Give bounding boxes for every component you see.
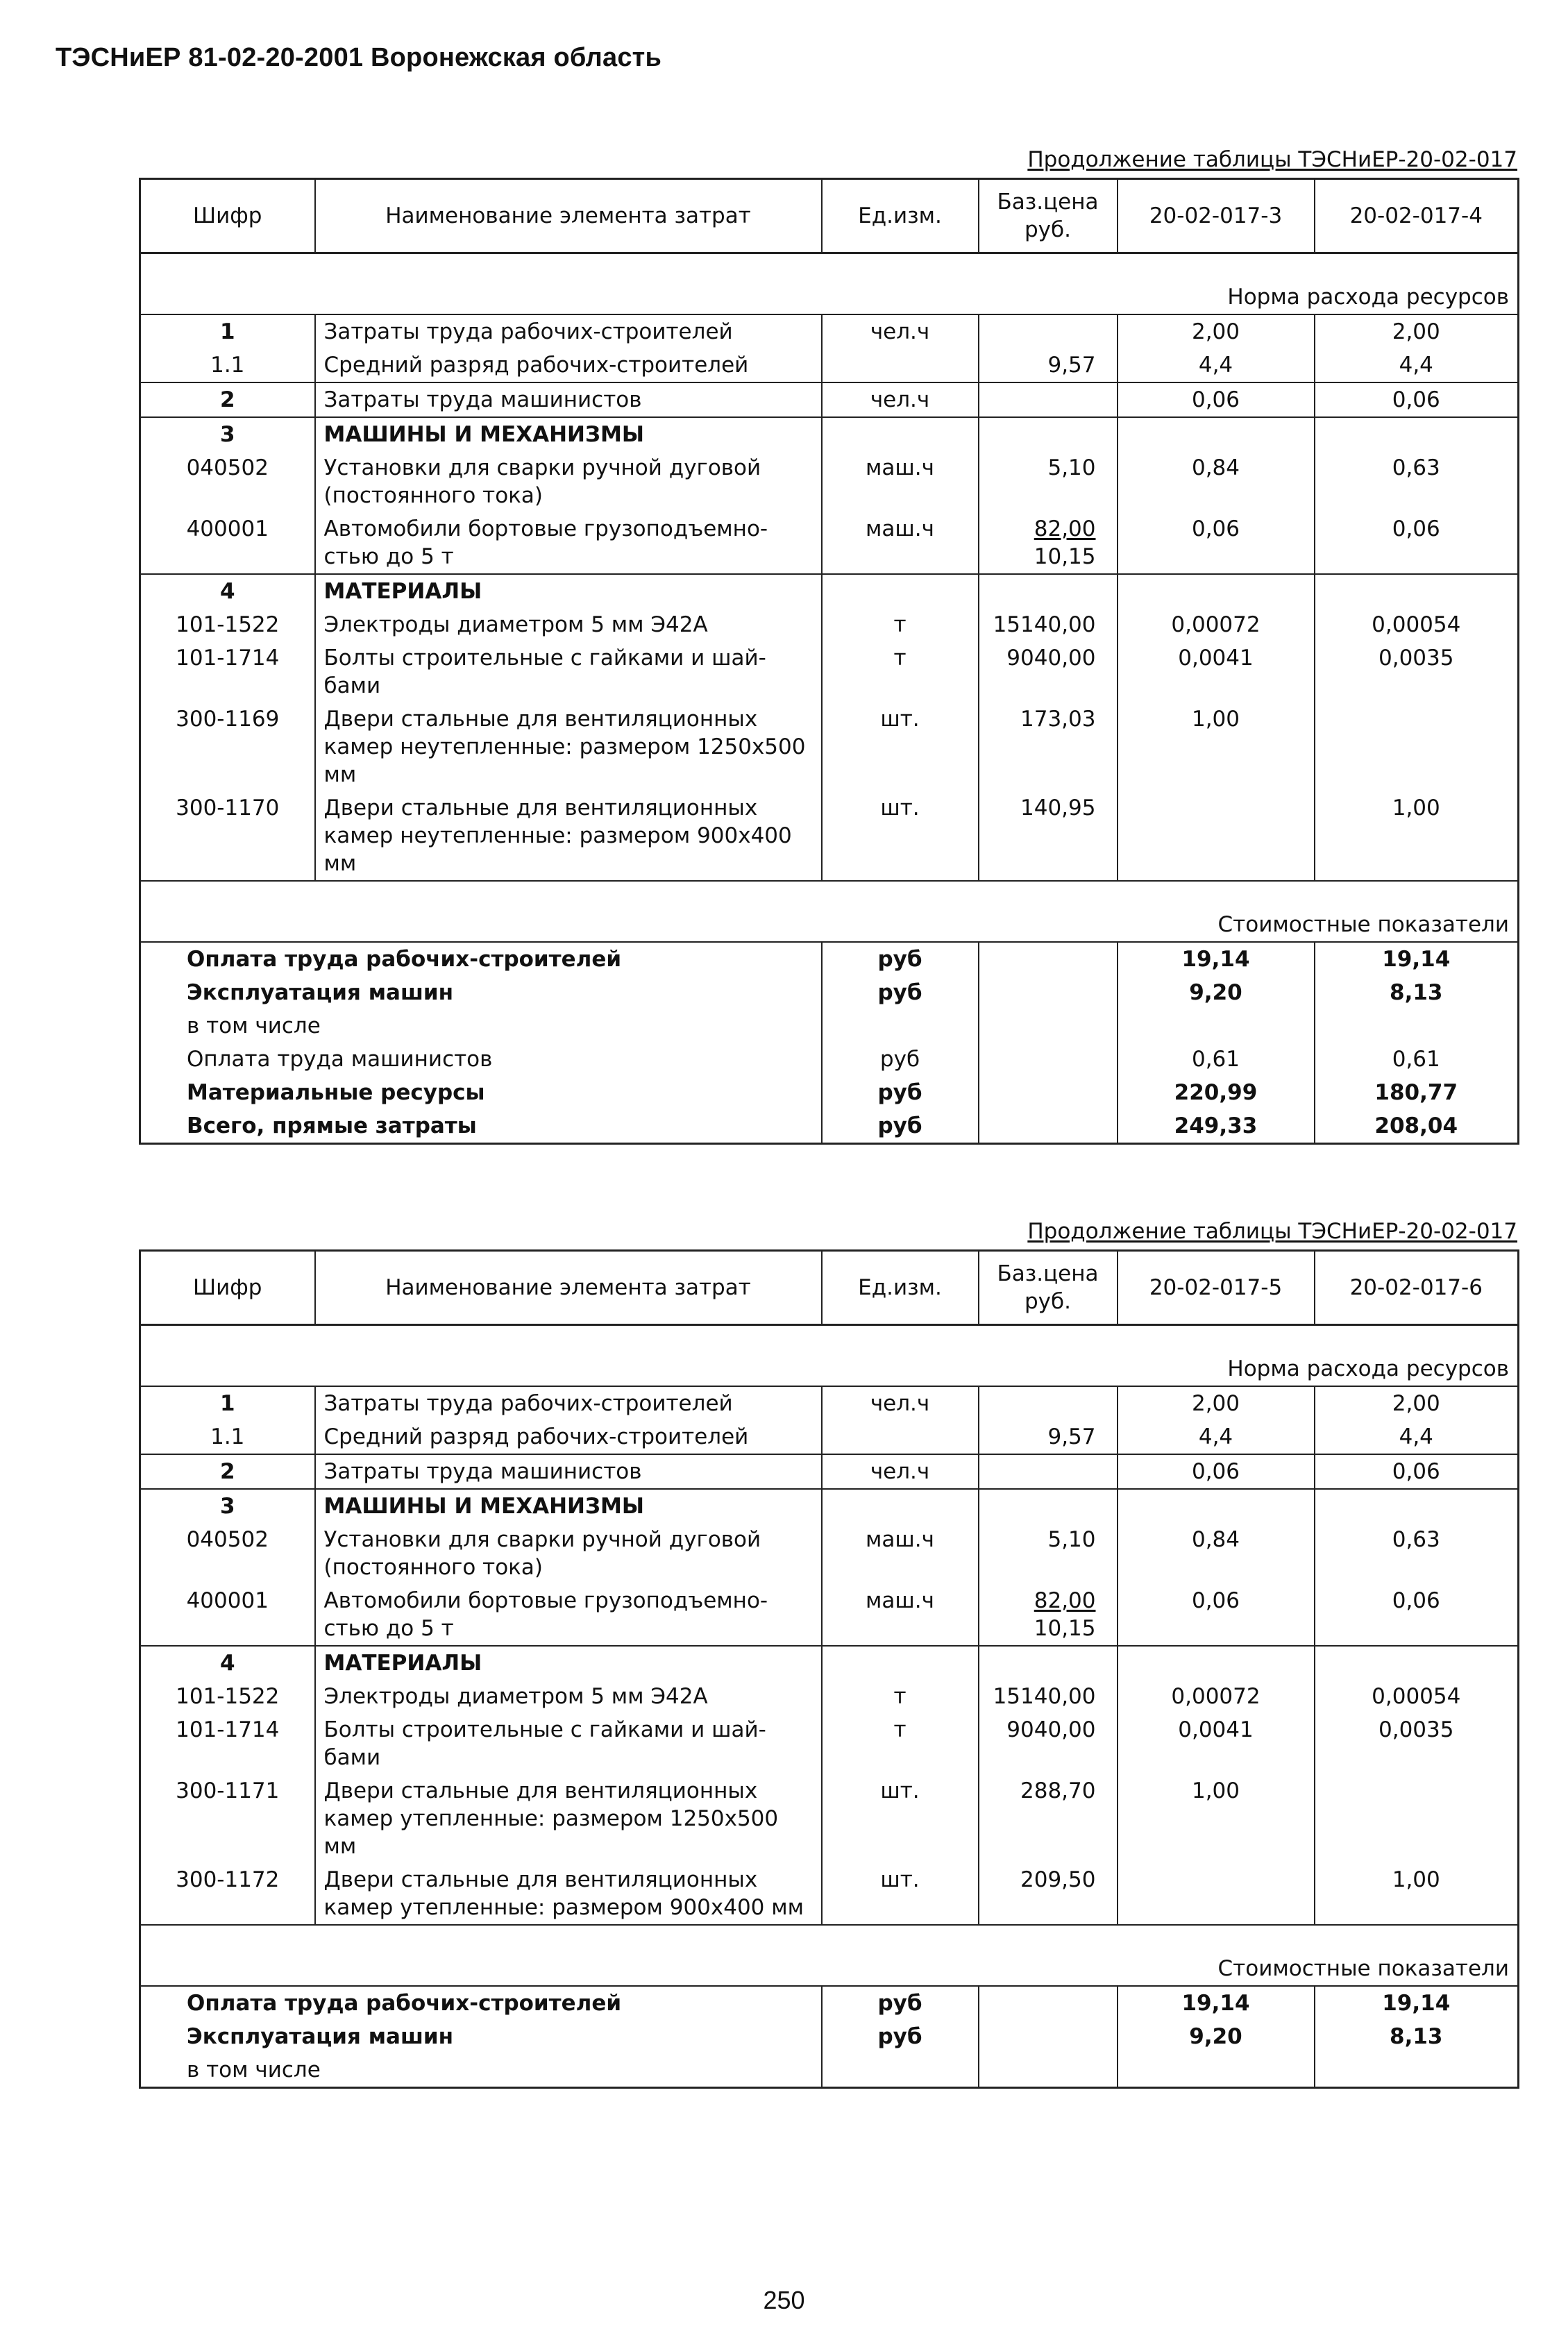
cell-variant-1: 0,06 [1118, 1454, 1315, 1489]
cell-unit: чел.ч [822, 1386, 979, 1420]
table-row [140, 641, 1519, 702]
cell-variant-2: 4,4 [1315, 348, 1519, 382]
cell-code: 1.1 [140, 1420, 315, 1454]
cell-code: 3 [140, 417, 315, 451]
col-header-variant-1: 20-02-017-5 [1118, 1251, 1315, 1325]
cell-variant-1: 0,06 [1118, 1584, 1315, 1646]
price-base: 82,00 [1034, 516, 1096, 541]
cost-label: в том числе [140, 1009, 822, 1043]
cell-code: 3 [140, 1489, 315, 1523]
cell-variant-2 [1315, 1489, 1519, 1523]
price-value: 9,57 [1047, 353, 1096, 378]
table-row [140, 382, 1519, 417]
cost-variant-2: 0,61 [1315, 1043, 1519, 1076]
price-base: 82,00 [1034, 1588, 1096, 1613]
cell-name: Болты строительные с гайками и шай-бами [315, 1713, 822, 1774]
col-header-variant-2: 20-02-017-6 [1315, 1251, 1519, 1325]
cell-base-price [979, 314, 1118, 348]
cell-code: 300-1172 [140, 1863, 315, 1925]
spacer [140, 253, 1519, 281]
cost-unit: руб [822, 1109, 979, 1144]
cell-variant-2 [1315, 1774, 1519, 1863]
cell-variant-1: 0,84 [1118, 1523, 1315, 1584]
col-header-unit: Ед.изм. [822, 179, 979, 253]
resource-table-1 [139, 144, 1517, 1145]
cell-variant-1: 0,00072 [1118, 608, 1315, 641]
cell-code: 400001 [140, 512, 315, 574]
cell-unit [822, 1646, 979, 1680]
cell-name: Двери стальные для вентиляционных камер утепленные: размером 900х400 мм [315, 1863, 822, 1925]
cost-price-empty [979, 942, 1118, 976]
cell-variant-2 [1315, 702, 1519, 791]
cost-price-empty [979, 2053, 1118, 2088]
cell-base-price [979, 1420, 1118, 1454]
cell-name: Затраты труда машинистов [315, 1454, 822, 1489]
cell-name: Затраты труда рабочих-строителей [315, 314, 822, 348]
cell-base-price [979, 574, 1118, 608]
cost-label: Оплата труда рабочих-строителей [140, 942, 822, 976]
col-header-unit: Ед.изм. [822, 1251, 979, 1325]
cost-variant-2: 8,13 [1315, 2020, 1519, 2053]
cell-name: МАТЕРИАЛЫ [315, 574, 822, 608]
cost-unit [822, 2053, 979, 2088]
cost-variant-1: 249,33 [1118, 1109, 1315, 1144]
cost-label: Всего, прямые затраты [140, 1109, 822, 1144]
cell-code: 300-1171 [140, 1774, 315, 1863]
table-row [140, 348, 1519, 382]
cell-variant-1 [1118, 1863, 1315, 1925]
cell-variant-2 [1315, 1646, 1519, 1680]
cell-code: 300-1169 [140, 702, 315, 791]
cost-section-header [140, 1952, 1519, 1986]
cell-base-price [979, 451, 1118, 512]
cell-variant-1: 1,00 [1118, 1774, 1315, 1863]
cost-variant-2: 8,13 [1315, 976, 1519, 1009]
table-row [140, 1584, 1519, 1646]
cell-code: 1.1 [140, 348, 315, 382]
cell-variant-1 [1118, 791, 1315, 881]
cell-base-price [979, 1646, 1118, 1680]
cell-code: 2 [140, 382, 315, 417]
cell-name: Болты строительные с гайками и шай-бами [315, 641, 822, 702]
cell-variant-1 [1118, 1646, 1315, 1680]
cell-unit: маш.ч [822, 1584, 979, 1646]
table-row [140, 1420, 1519, 1454]
col-header-name: Наименование элемента затрат [315, 179, 822, 253]
table-row [140, 1774, 1519, 1863]
cell-base-price [979, 702, 1118, 791]
cost-price-empty [979, 976, 1118, 1009]
cost-unit: руб [822, 1986, 979, 2020]
estimate-table [139, 1249, 1519, 2089]
col-header-variant-1: 20-02-017-3 [1118, 179, 1315, 253]
table-row [140, 1523, 1519, 1584]
cell-variant-2: 1,00 [1315, 791, 1519, 881]
cost-variant-2 [1315, 2053, 1519, 2088]
price-value: 15140,00 [993, 612, 1096, 637]
cell-name: МАТЕРИАЛЫ [315, 1646, 822, 1680]
cell-variant-2: 0,06 [1315, 382, 1519, 417]
col-header-name: Наименование элемента затрат [315, 1251, 822, 1325]
cost-variant-1: 19,14 [1118, 1986, 1315, 2020]
table-row [140, 512, 1519, 574]
cost-variant-1: 0,61 [1118, 1043, 1315, 1076]
cell-variant-2: 2,00 [1315, 314, 1519, 348]
cost-label: Эксплуатация машин [140, 2020, 822, 2053]
cost-unit: руб [822, 1076, 979, 1109]
cell-variant-1: 2,00 [1118, 1386, 1315, 1420]
cell-code: 400001 [140, 1584, 315, 1646]
cost-row [140, 1986, 1519, 2020]
cell-variant-2: 0,63 [1315, 451, 1519, 512]
cost-row [140, 1009, 1519, 1043]
estimate-table [139, 178, 1519, 1145]
continuation-note: Продолжение таблицы ТЭСНиЕР-20-02-017 [1027, 1219, 1517, 1244]
cell-variant-2: 1,00 [1315, 1863, 1519, 1925]
cost-label: Оплата труда рабочих-строителей [140, 1986, 822, 2020]
continuation-note: Продолжение таблицы ТЭСНиЕР-20-02-017 [1027, 147, 1517, 172]
cost-variant-1: 9,20 [1118, 976, 1315, 1009]
cost-row [140, 2020, 1519, 2053]
cell-name: Установки для сварки ручной дуговой (постоянного тока) [315, 1523, 822, 1584]
cell-base-price [979, 608, 1118, 641]
cell-unit: чел.ч [822, 1454, 979, 1489]
cell-base-price [979, 382, 1118, 417]
cell-name: МАШИНЫ И МЕХАНИЗМЫ [315, 417, 822, 451]
cell-base-price [979, 1454, 1118, 1489]
cell-name: МАШИНЫ И МЕХАНИЗМЫ [315, 1489, 822, 1523]
price-value: 15140,00 [993, 1684, 1096, 1709]
cell-unit: маш.ч [822, 1523, 979, 1584]
cost-row [140, 942, 1519, 976]
cell-name: Установки для сварки ручной дуговой (постоянного тока) [315, 451, 822, 512]
cell-variant-2: 4,4 [1315, 1420, 1519, 1454]
cell-variant-1 [1118, 417, 1315, 451]
cell-variant-2: 0,63 [1315, 1523, 1519, 1584]
price-value: 5,10 [1047, 1527, 1096, 1552]
cell-code: 101-1522 [140, 608, 315, 641]
cell-variant-1: 4,4 [1118, 1420, 1315, 1454]
cell-code: 101-1522 [140, 1680, 315, 1713]
cell-name: Двери стальные для вентиляционных камер неутепленные: размером 1250х500 мм [315, 702, 822, 791]
table-row [140, 1680, 1519, 1713]
cost-variant-2: 19,14 [1315, 942, 1519, 976]
cost-header-label: Стоимостные показатели [140, 1952, 1519, 1986]
cell-base-price [979, 641, 1118, 702]
price-value: 173,03 [1020, 707, 1096, 732]
cell-code: 4 [140, 574, 315, 608]
price-value: 5,10 [1047, 455, 1096, 480]
cell-base-price [979, 1680, 1118, 1713]
cell-variant-2 [1315, 417, 1519, 451]
col-header-price: Баз.цена руб. [979, 179, 1118, 253]
page-header-title: ТЭСНиЕР 81-02-20-2001 Воронежская область [56, 43, 662, 72]
table-row [140, 1646, 1519, 1680]
price-value: 140,95 [1020, 795, 1096, 820]
col-header-code: Шифр [140, 1251, 315, 1325]
cost-variant-1: 220,99 [1118, 1076, 1315, 1109]
cell-unit [822, 574, 979, 608]
norm-section-header [140, 1352, 1519, 1386]
cost-variant-2: 208,04 [1315, 1109, 1519, 1144]
cell-name: Затраты труда рабочих-строителей [315, 1386, 822, 1420]
cell-name: Электроды диаметром 5 мм Э42А [315, 608, 822, 641]
cell-variant-1: 0,84 [1118, 451, 1315, 512]
cell-name: Автомобили бортовые грузоподъемно-стью до 5 т [315, 512, 822, 574]
cell-variant-1: 2,00 [1118, 314, 1315, 348]
cell-base-price [979, 1774, 1118, 1863]
cell-unit: шт. [822, 791, 979, 881]
cell-variant-1: 0,00072 [1118, 1680, 1315, 1713]
cell-base-price [979, 1523, 1118, 1584]
cell-unit: т [822, 1680, 979, 1713]
cost-variant-2: 180,77 [1315, 1076, 1519, 1109]
cost-variant-1 [1118, 1009, 1315, 1043]
cost-variant-2: 19,14 [1315, 1986, 1519, 2020]
cell-code: 1 [140, 314, 315, 348]
cost-variant-1 [1118, 2053, 1315, 2088]
cell-base-price [979, 791, 1118, 881]
price-labor: 10,15 [1034, 544, 1096, 569]
col-header-price: Баз.цена руб. [979, 1251, 1118, 1325]
cell-unit: маш.ч [822, 512, 979, 574]
cell-unit: т [822, 641, 979, 702]
cost-row [140, 1109, 1519, 1144]
cost-price-empty [979, 1109, 1118, 1144]
cell-variant-1: 4,4 [1118, 348, 1315, 382]
cost-unit: руб [822, 942, 979, 976]
cell-variant-2: 0,0035 [1315, 1713, 1519, 1774]
cost-unit: руб [822, 2020, 979, 2053]
col-header-variant-2: 20-02-017-4 [1315, 179, 1519, 253]
cell-unit [822, 417, 979, 451]
cell-unit: шт. [822, 702, 979, 791]
cost-label: Оплата труда машинистов [140, 1043, 822, 1076]
cell-variant-1: 1,00 [1118, 702, 1315, 791]
table-row [140, 451, 1519, 512]
price-labor: 10,15 [1034, 1616, 1096, 1641]
norm-header-label: Норма расхода ресурсов [140, 1352, 1519, 1386]
cost-row [140, 1043, 1519, 1076]
cost-price-empty [979, 2020, 1118, 2053]
cell-unit [822, 1489, 979, 1523]
price-value: 9040,00 [1006, 646, 1096, 671]
cell-unit: т [822, 1713, 979, 1774]
cell-code: 2 [140, 1454, 315, 1489]
price-value: 288,70 [1020, 1778, 1096, 1803]
cell-unit: чел.ч [822, 382, 979, 417]
cell-unit [822, 348, 979, 382]
cell-variant-1 [1118, 1489, 1315, 1523]
cell-code: 300-1170 [140, 791, 315, 881]
norm-header-label: Норма расхода ресурсов [140, 280, 1519, 314]
cell-unit: шт. [822, 1863, 979, 1925]
page-number: 250 [763, 2286, 805, 2314]
price-value: 209,50 [1020, 1867, 1096, 1892]
cost-label: Эксплуатация машин [140, 976, 822, 1009]
spacer [140, 1325, 1519, 1353]
cell-variant-1: 0,0041 [1118, 1713, 1315, 1774]
spacer [140, 881, 1519, 908]
table-row [140, 702, 1519, 791]
cost-price-empty [979, 1986, 1118, 2020]
cost-unit: руб [822, 976, 979, 1009]
cost-unit: руб [822, 1043, 979, 1076]
cell-variant-2 [1315, 574, 1519, 608]
cell-base-price [979, 1713, 1118, 1774]
spacer [140, 1925, 1519, 1952]
cell-variant-2: 0,06 [1315, 512, 1519, 574]
cost-row [140, 976, 1519, 1009]
table-row [140, 574, 1519, 608]
cell-unit: т [822, 608, 979, 641]
cell-unit [822, 1420, 979, 1454]
cell-name: Двери стальные для вентиляционных камер неутепленные: размером 900х400 мм [315, 791, 822, 881]
cost-row [140, 1076, 1519, 1109]
cell-name: Двери стальные для вентиляционных камер утепленные: размером 1250х500 мм [315, 1774, 822, 1863]
cell-variant-2: 0,00054 [1315, 608, 1519, 641]
cost-label: Материальные ресурсы [140, 1076, 822, 1109]
cell-base-price [979, 512, 1118, 574]
table-row [140, 314, 1519, 348]
cost-unit [822, 1009, 979, 1043]
table-row [140, 1386, 1519, 1420]
cell-name: Средний разряд рабочих-строителей [315, 1420, 822, 1454]
table-row [140, 1454, 1519, 1489]
cell-unit: шт. [822, 1774, 979, 1863]
cost-label: в том числе [140, 2053, 822, 2088]
table-row [140, 608, 1519, 641]
cell-variant-2: 0,06 [1315, 1584, 1519, 1646]
price-value: 9,57 [1047, 1424, 1096, 1449]
cell-code: 040502 [140, 451, 315, 512]
cost-variant-1: 9,20 [1118, 2020, 1315, 2053]
cell-name: Затраты труда машинистов [315, 382, 822, 417]
column-header-row [140, 1251, 1519, 1325]
cost-variant-2 [1315, 1009, 1519, 1043]
cell-variant-2: 0,00054 [1315, 1680, 1519, 1713]
cell-name: Средний разряд рабочих-строителей [315, 348, 822, 382]
cost-price-empty [979, 1043, 1118, 1076]
cell-variant-1: 0,06 [1118, 382, 1315, 417]
cell-name: Электроды диаметром 5 мм Э42А [315, 1680, 822, 1713]
table-row [140, 791, 1519, 881]
cell-base-price [979, 1489, 1118, 1523]
cell-base-price [979, 348, 1118, 382]
cell-variant-1 [1118, 574, 1315, 608]
resource-table-2 [139, 1216, 1517, 2089]
cell-code: 101-1714 [140, 1713, 315, 1774]
cost-variant-1: 19,14 [1118, 942, 1315, 976]
cell-unit: чел.ч [822, 314, 979, 348]
cell-variant-1: 0,06 [1118, 512, 1315, 574]
cost-header-label: Стоимостные показатели [140, 908, 1519, 942]
cell-name: Автомобили бортовые грузоподъемно-стью до 5 т [315, 1584, 822, 1646]
cell-code: 101-1714 [140, 641, 315, 702]
cost-section-header [140, 908, 1519, 942]
table-row [140, 1713, 1519, 1774]
table-row [140, 417, 1519, 451]
table-row [140, 1863, 1519, 1925]
cost-row [140, 2053, 1519, 2088]
cell-base-price [979, 1584, 1118, 1646]
cell-variant-1: 0,0041 [1118, 641, 1315, 702]
table-row [140, 1489, 1519, 1523]
cell-base-price [979, 417, 1118, 451]
price-value: 9040,00 [1006, 1717, 1096, 1742]
cell-base-price [979, 1863, 1118, 1925]
cell-code: 1 [140, 1386, 315, 1420]
cell-code: 4 [140, 1646, 315, 1680]
cost-price-empty [979, 1009, 1118, 1043]
col-header-code: Шифр [140, 179, 315, 253]
norm-section-header [140, 280, 1519, 314]
cell-base-price [979, 1386, 1118, 1420]
cell-variant-2: 0,0035 [1315, 641, 1519, 702]
cell-code: 040502 [140, 1523, 315, 1584]
cost-price-empty [979, 1076, 1118, 1109]
cell-unit: маш.ч [822, 451, 979, 512]
cell-variant-2: 0,06 [1315, 1454, 1519, 1489]
cell-variant-2: 2,00 [1315, 1386, 1519, 1420]
column-header-row [140, 179, 1519, 253]
